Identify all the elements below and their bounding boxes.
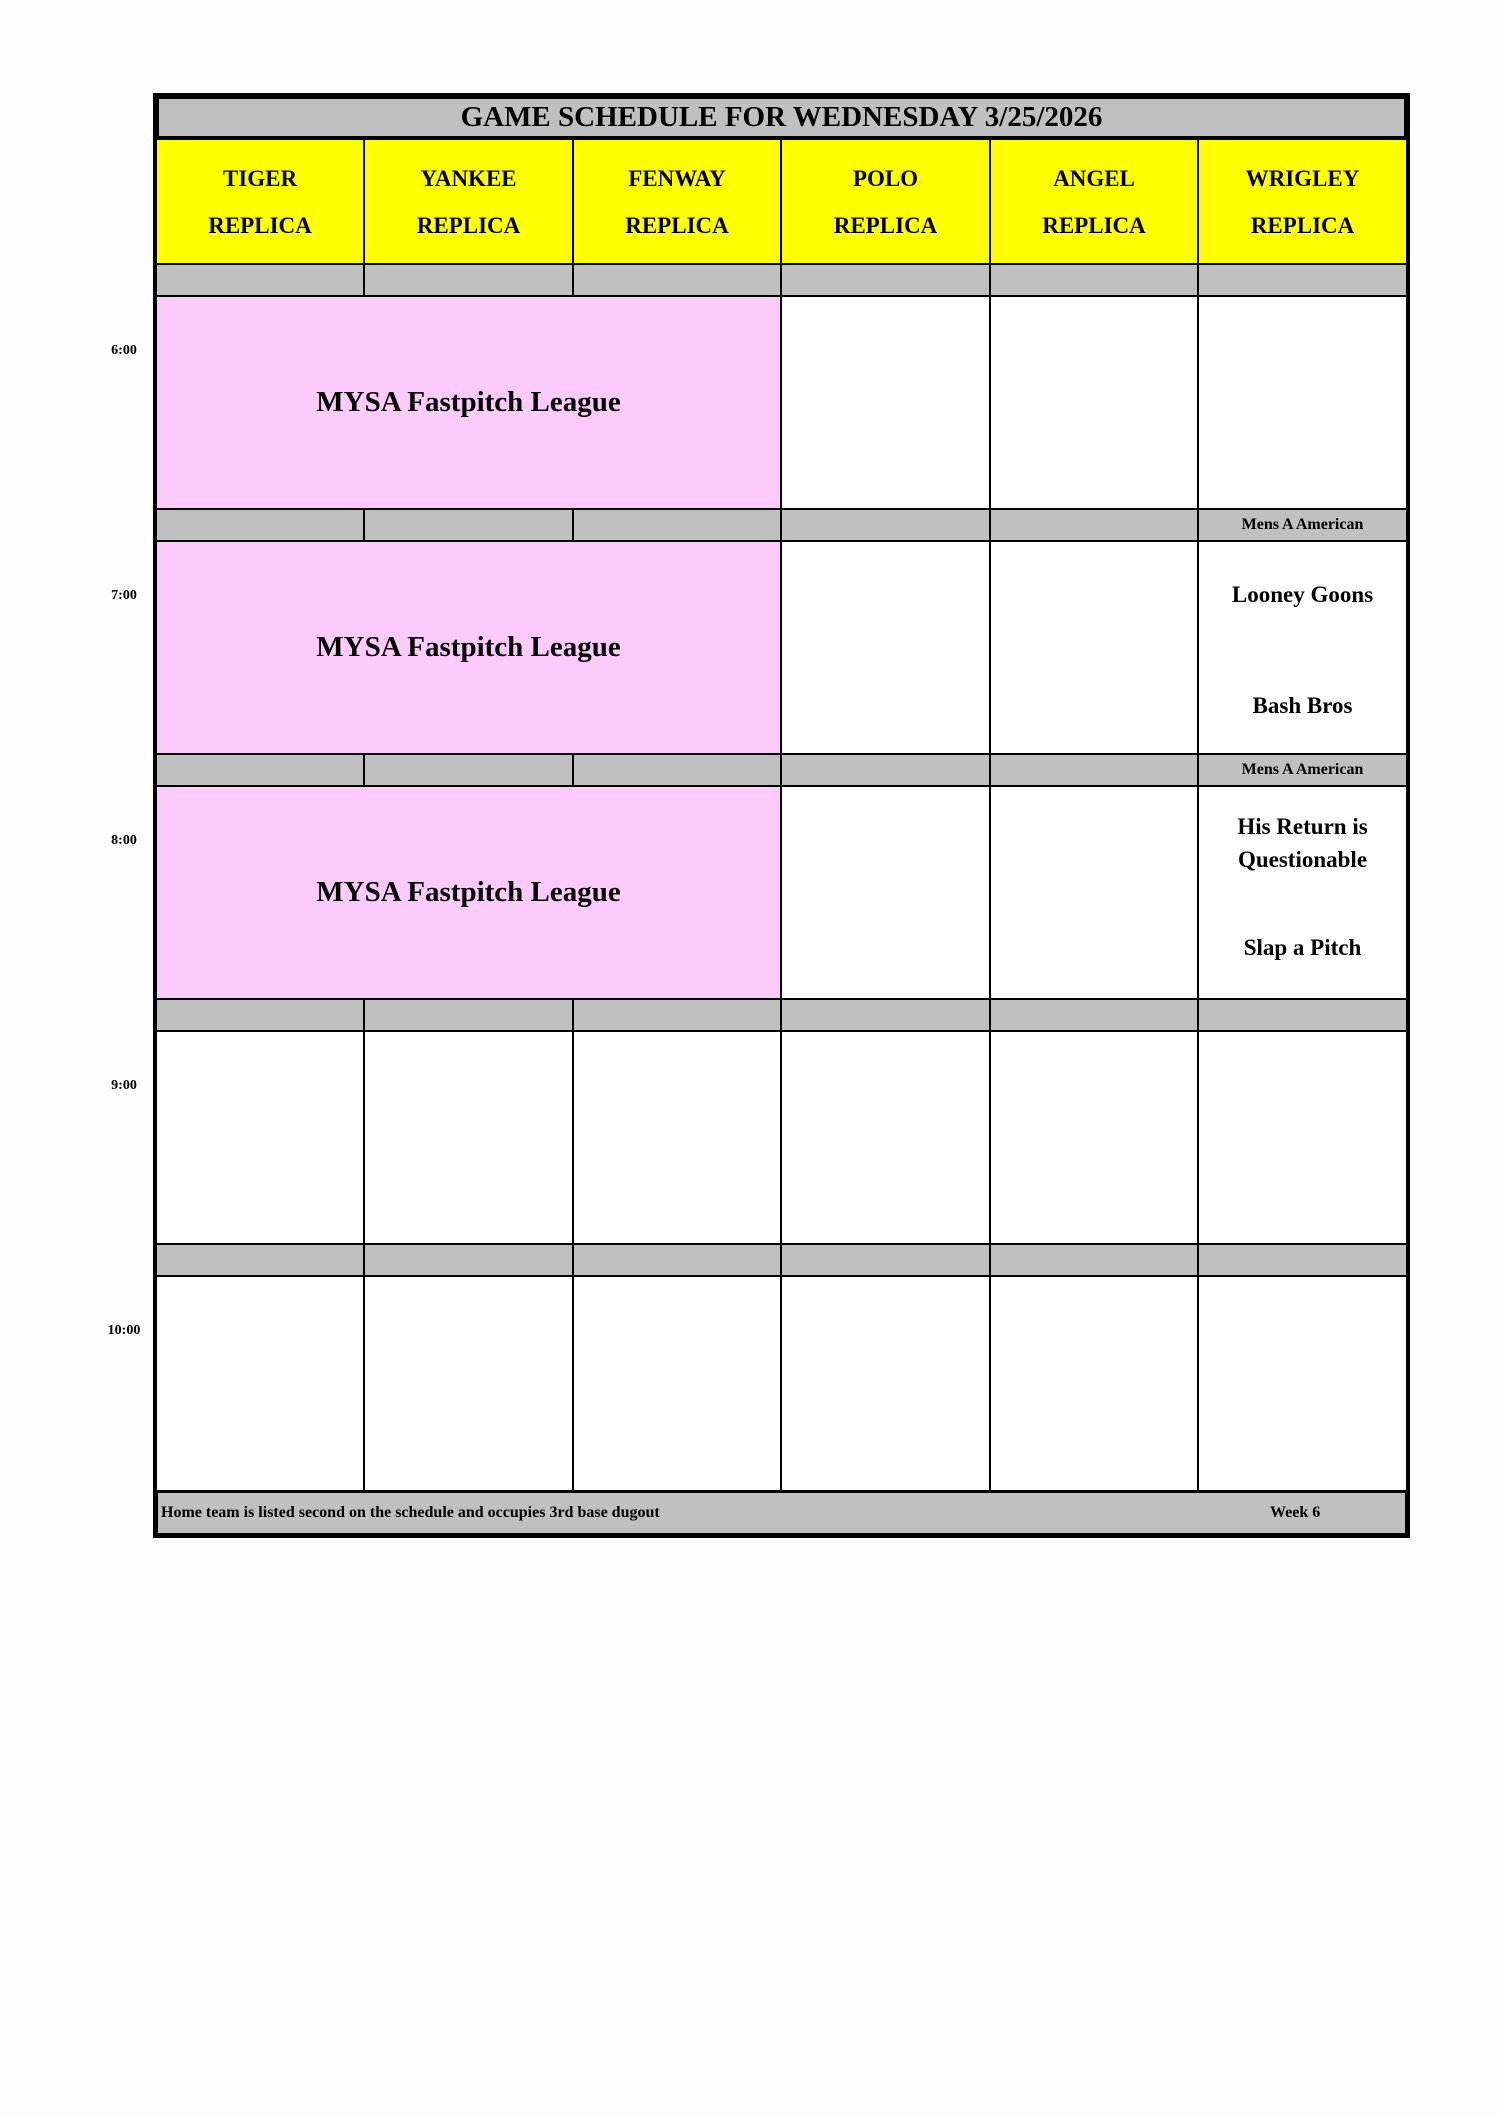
schedule-footer [155, 1490, 1408, 1536]
separator-cell [780, 508, 991, 542]
separator-cell [1197, 1243, 1408, 1277]
separator-cell [363, 998, 574, 1032]
time-label: 7:00 [111, 588, 137, 603]
division-label: Mens A American [1241, 516, 1364, 533]
time-label: 6:00 [111, 343, 137, 358]
league-label: MYSA Fastpitch League [316, 631, 621, 663]
field-name: FENWAY [628, 165, 726, 191]
schedule-cell [780, 785, 991, 1000]
home-team: Bash Bros [1252, 693, 1353, 718]
schedule-cell [780, 1030, 991, 1245]
separator-cell [989, 1243, 1199, 1277]
separator-cell [155, 753, 365, 787]
separator-cell [363, 1243, 574, 1277]
schedule-cell [363, 1275, 574, 1492]
league-block [155, 785, 782, 1000]
separator-cell [989, 753, 1199, 787]
separator-cell [155, 263, 365, 297]
field-header-angel [989, 138, 1199, 265]
separator-cell [989, 998, 1199, 1032]
field-header-yankee [363, 138, 574, 265]
schedule-cell [780, 540, 991, 755]
separator-cell [363, 263, 574, 297]
schedule-cell [1197, 1030, 1408, 1245]
separator-cell [155, 1243, 365, 1277]
time-label: 9:00 [111, 1078, 137, 1093]
separator-cell [780, 1243, 991, 1277]
division-header-wrigley [1197, 753, 1408, 787]
field-header-fenway [572, 138, 782, 265]
separator-cell [572, 1243, 782, 1277]
separator-cell [572, 508, 782, 542]
schedule-cell [155, 1030, 365, 1245]
schedule-cell [989, 785, 1199, 1000]
separator-cell [363, 508, 574, 542]
schedule-cell [989, 1275, 1199, 1492]
schedule-cell [155, 1275, 365, 1492]
separator-cell [1197, 263, 1408, 297]
separator-cell [780, 263, 991, 297]
schedule-cell [989, 295, 1199, 510]
field-sub: REPLICA [1042, 212, 1146, 238]
field-sub: REPLICA [208, 212, 312, 238]
separator-cell [363, 753, 574, 787]
league-block [155, 540, 782, 755]
division-header-wrigley [1197, 508, 1408, 542]
separator-cell [780, 998, 991, 1032]
league-label: MYSA Fastpitch League [316, 876, 621, 908]
league-label: MYSA Fastpitch League [316, 386, 621, 418]
time-label: 8:00 [111, 833, 137, 848]
home-away-team: Looney Goons [1231, 582, 1374, 607]
separator-cell [572, 753, 782, 787]
game-cell-wrigley [1197, 785, 1408, 1000]
separator-cell [989, 508, 1199, 542]
separator-cell [572, 998, 782, 1032]
field-name: YANKEE [420, 165, 517, 191]
field-sub: REPLICA [833, 212, 938, 238]
field-header-tiger [155, 138, 365, 265]
schedule-cell [780, 1275, 991, 1492]
field-sub: REPLICA [416, 212, 521, 238]
field-header-polo [780, 138, 991, 265]
schedule-title [155, 95, 1408, 140]
separator-cell [989, 263, 1199, 297]
field-name: POLO [852, 165, 919, 191]
week-label: Week 6 [1270, 1504, 1321, 1521]
field-sub: REPLICA [1250, 212, 1355, 238]
schedule-cell-wrigley [1197, 295, 1408, 510]
time-label: 10:00 [107, 1323, 141, 1338]
schedule-cell [572, 1275, 782, 1492]
field-name: WRIGLEY [1245, 165, 1360, 191]
schedule-cell [780, 295, 991, 510]
away-team: His Return is Questionable [1237, 814, 1368, 872]
separator-cell [780, 753, 991, 787]
separator-cell [572, 263, 782, 297]
game-cell-wrigley [1197, 540, 1408, 755]
schedule-cell [572, 1030, 782, 1245]
schedule-cell [989, 540, 1199, 755]
division-label: Mens A American [1241, 761, 1364, 778]
separator-cell [155, 508, 365, 542]
separator-cell [155, 998, 365, 1032]
separator-cell [1197, 998, 1408, 1032]
field-name: ANGEL [1053, 165, 1135, 191]
schedule-cell [989, 1030, 1199, 1245]
field-sub: REPLICA [625, 212, 729, 238]
field-header-wrigley [1197, 138, 1408, 265]
league-block [155, 295, 782, 510]
footer-note: Home team is listed second on the schedule and occupies 3rd base dugout [161, 1504, 660, 1521]
schedule-cell [363, 1030, 574, 1245]
schedule-cell [1197, 1275, 1408, 1492]
field-name: TIGER [222, 165, 298, 191]
schedule-title-text: GAME SCHEDULE FOR WEDNESDAY 3/25/2026 [460, 101, 1103, 133]
home-team: Slap a Pitch [1243, 935, 1362, 960]
